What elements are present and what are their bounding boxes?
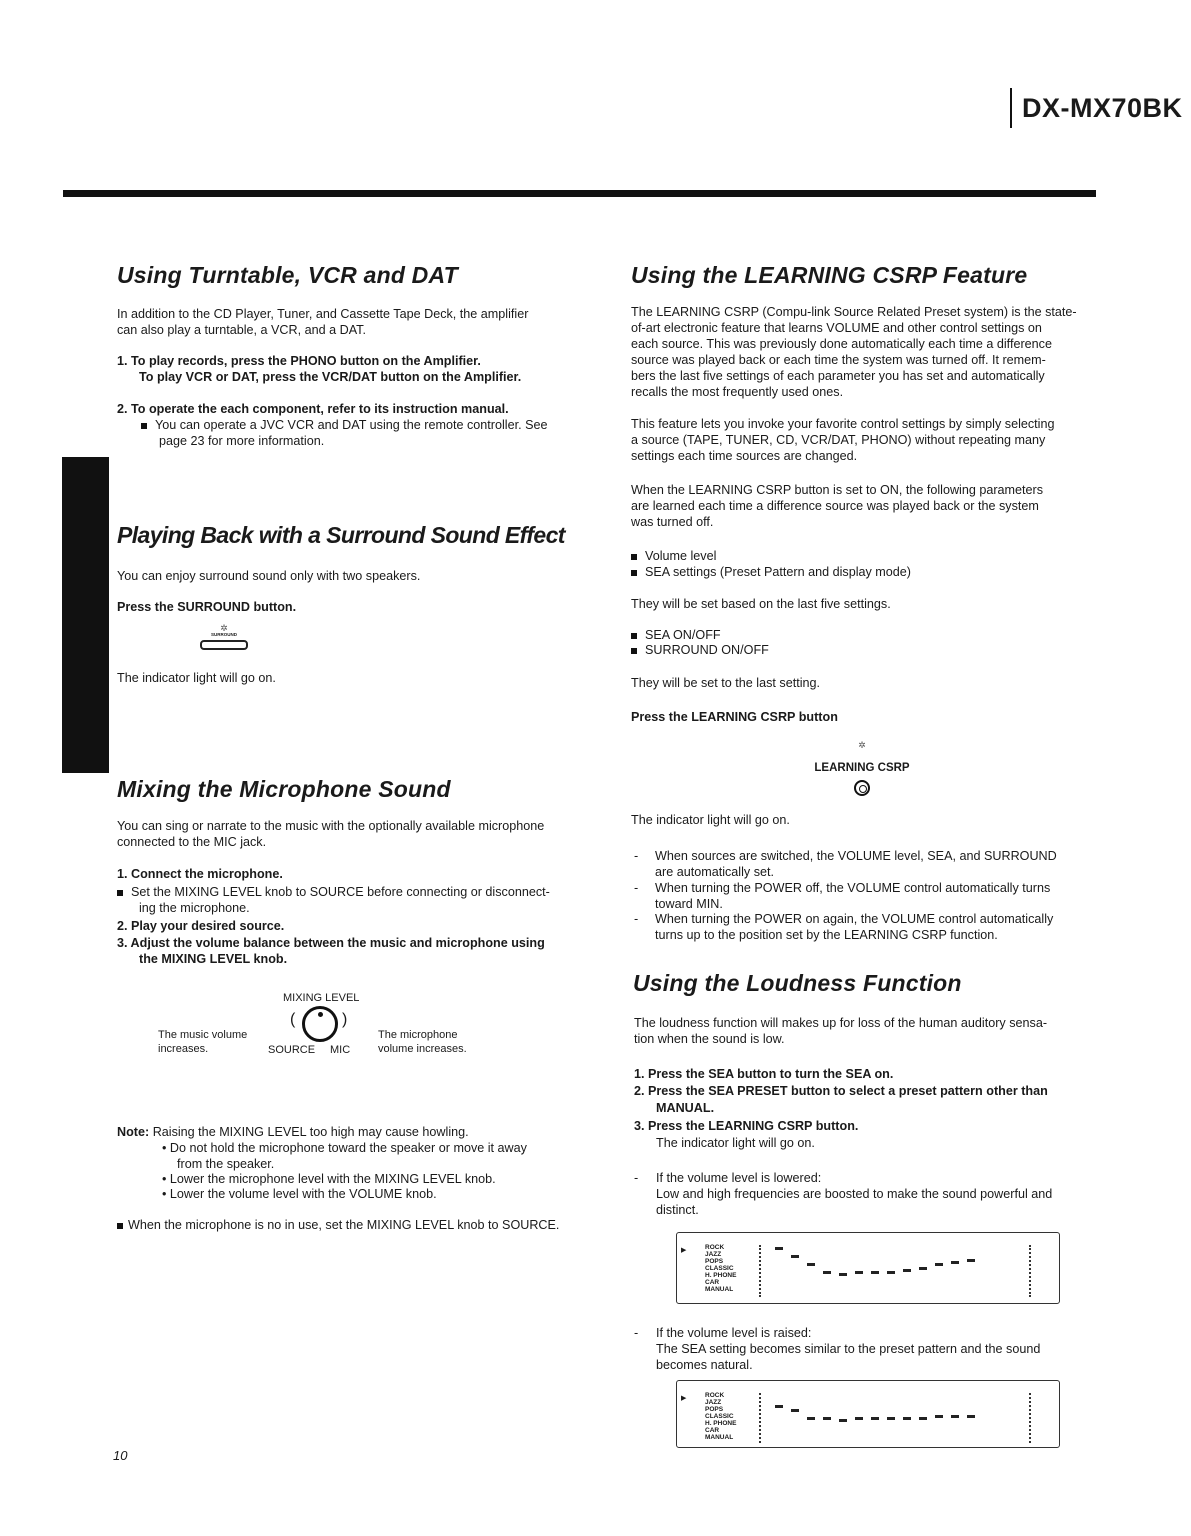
note-item-3-text: Lower the volume level with the VOLUME knob. [169,1187,437,1201]
pointer-icon: ▶ [681,1395,687,1402]
eq-band-segment [839,1419,847,1422]
loudness-intro-1: The loudness function will makes up for loss of the human auditory sensa- [634,1016,1048,1030]
eq-band-segment [791,1255,799,1258]
note-item-1-text: Do not hold the microphone toward the speaker or move it away [169,1141,527,1155]
eq-band-segment [935,1263,943,1266]
eq-band-segment [935,1415,943,1418]
csrp-dash1-line2: are automatically set. [655,865,774,879]
dash-bullet: - [634,881,639,895]
dash-bullet: - [634,1326,639,1340]
eq-band-segment [855,1271,863,1274]
eq-preset-label: CLASSIC [705,1413,734,1420]
dot-bullet: • [162,1187,167,1201]
eq-band-segment [951,1415,959,1418]
paragraph-line: When the LEARNING CSRP button is set to ON, the following parameters [631,483,1044,497]
case2-line1: If the volume level is raised: [656,1326,812,1340]
loudness-step3-note: The indicator light will go on. [656,1136,815,1150]
eq-band-segment [791,1409,799,1412]
turntable-title: Using Turntable, VCR and DAT [117,262,458,288]
eq-band-segment [967,1415,975,1418]
surround-button-label: SURROUND [210,632,237,637]
note [117,1124,469,1140]
paragraph-line: source was played back or each time the system was turned off. It remem- [631,353,1046,367]
mic-final [117,1217,559,1233]
eq-band-segment [887,1271,895,1274]
csrp-list1-item2 [631,564,911,580]
loudness-step1: 1. Press the SEA button to turn the SEA on. [634,1067,894,1081]
bullet-square [631,570,637,576]
paragraph-line: are learned each time a difference source was played back or the system [631,499,1039,513]
bullet-square [631,554,637,560]
eq-preset-label: CAR [705,1427,720,1434]
eq-band-segment [775,1247,783,1250]
mic-step1: 1. Connect the microphone. [117,867,283,881]
eq-axis [759,1393,763,1443]
dash-bullet: - [634,912,639,926]
csrp-dash1-line1: When sources are switched, the VOLUME level, SEA, and SURROUND [655,849,1057,863]
csrp-list1-text1: Volume level [645,549,717,563]
eq-preset-label: MANUAL [705,1286,734,1293]
note-item-1 [162,1140,527,1156]
eq-preset-label: H. PHONE [705,1420,737,1427]
eq-band-segment [871,1271,879,1274]
loudness-step3: 3. Press the LEARNING CSRP button. [634,1119,859,1133]
eq-band-segment [855,1417,863,1420]
turntable-intro-1: In addition to the CD Player, Tuner, and Cassette Tape Deck, the amplifier [117,307,529,321]
loudness-intro-2: tion when the sound is low. [634,1032,785,1046]
eq-axis [1029,1245,1033,1297]
eq-axis [1029,1393,1033,1443]
csrp-dash2-line1: When turning the POWER off, the VOLUME control automatically turns [655,881,1051,895]
eq-band-segment [807,1417,815,1420]
eq-preset-label: CAR [705,1279,720,1286]
note-item-2-text: Lower the microphone level with the MIXING LEVEL knob. [169,1172,496,1186]
mic-step3-b: the MIXING LEVEL knob. [139,952,288,966]
csrp-dash3-line2: turns up to the position set by the LEARNING CSRP function. [655,928,998,942]
eq-band-segment [887,1417,895,1420]
turntable-step1-a: 1. To play records, press the PHONO button on the Amplifier. [117,354,481,368]
button-inner-ring [859,785,867,793]
csrp-indicator: The indicator light will go on. [631,813,790,827]
eq-band-segment [807,1263,815,1266]
eq-band-segment [967,1259,975,1262]
turntable-step2: 2. To operate the each component, refer to its instruction manual. [117,402,509,416]
dash-bullet: - [634,1171,639,1185]
eq-display-raised [676,1380,1060,1448]
eq-axis [759,1245,763,1297]
turntable-note-line1: You can operate a JVC VCR and DAT using the remote controller. See [155,418,548,432]
csrp-button-icon [854,780,870,796]
eq-band-segment [903,1269,911,1272]
paragraph-line: The LEARNING CSRP (Compu-link Source Related Preset system) is the state- [631,305,1077,319]
paragraph-line: of-art electronic feature that learns VOLUME and other control settings on [631,321,1042,335]
bullet-square [141,423,147,429]
paragraph-line: bers the last five settings of each parameter you has set and automatically [631,369,1045,383]
knob-right-text-2: volume increases. [378,1043,467,1055]
eq-band-segment [823,1417,831,1420]
note-item-3 [162,1186,437,1202]
arrow-left-icon: ( [290,1011,296,1028]
mixing-level-knob[interactable] [302,1006,338,1042]
paragraph-line: each source. This was previously done automatically each time a difference [631,337,1052,351]
mic-bullet-line2: ing the microphone. [139,901,250,915]
eq-preset-label: POPS [705,1258,724,1265]
surround-button-icon [200,640,248,650]
case1-line3: distinct. [656,1203,699,1217]
csrp-list2-note: They will be set to the last setting. [631,676,820,690]
mic-title: Mixing the Microphone Sound [117,776,451,802]
surround-intro: You can enjoy surround sound only with two speakers. [117,569,421,583]
csrp-list1-note: They will be set based on the last five settings. [631,597,891,611]
mic-intro-2: connected to the MIC jack. [117,835,267,849]
eq-display-lowered [676,1232,1060,1304]
csrp-list2-item2 [631,642,769,658]
case2-line2: The SEA setting becomes similar to the preset pattern and the sound [656,1342,1041,1356]
turntable-note-line2: page 23 for more information. [159,434,325,448]
turntable-intro-2: can also play a turntable, a VCR, and a DAT. [117,323,366,337]
turntable-step1-b: To play VCR or DAT, press the VCR/DAT button on the Amplifier. [139,370,522,384]
model-number: DX-MX70BK [1010,88,1183,128]
csrp-button[interactable] [800,740,924,796]
loudness-step2-b: MANUAL. [656,1101,715,1115]
note-item-2 [162,1171,496,1187]
eq-preset-label: ROCK [705,1392,725,1399]
note-item-1-cont: from the speaker. [177,1157,275,1171]
paragraph-line: recalls the most frequently used ones. [631,385,844,399]
light-icon: ✲ [858,740,866,750]
turntable-step2-note [141,417,548,433]
paragraph-line: This feature lets you invoke your favorite control settings by simply selecting [631,417,1055,431]
note-label: Note: [117,1125,150,1139]
mic-step3-a: 3. Adjust the volume balance between the music and microphone using [117,936,545,950]
csrp-title: Using the LEARNING CSRP Feature [631,262,1028,288]
knob-source-label: SOURCE [268,1044,316,1056]
eq-preset-label: JAZZ [705,1399,722,1406]
eq-preset-label: MANUAL [705,1434,734,1441]
paragraph-line: a source (TAPE, TUNER, CD, VCR/DAT, PHONO) without repeating many [631,433,1046,447]
page-number: 10 [113,1448,128,1463]
eq-preset-label: CLASSIC [705,1265,734,1272]
eq-preset-label: POPS [705,1406,724,1413]
dot-bullet: • [162,1141,167,1155]
eq-band-segment [919,1417,927,1420]
eq-band-segment [775,1405,783,1408]
arrow-right-icon: ) [342,1011,348,1028]
surround-indicator: The indicator light will go on. [117,671,276,685]
csrp-list2-text1: SEA ON/OFF [645,628,721,642]
csrp-button-label: LEARNING CSRP [814,762,910,774]
eq-band-segment [839,1273,847,1276]
eq-band-segment [871,1417,879,1420]
eq-band-segment [903,1417,911,1420]
pointer-icon: ▶ [681,1247,687,1254]
surround-press: Press the SURROUND button. [117,600,297,614]
case2-line3: becomes natural. [656,1358,753,1372]
header-rule [63,190,1096,197]
surround-title: Playing Back with a Surround Sound Effect [117,522,565,548]
section-tab-marker [62,457,109,773]
csrp-list2-item1 [631,627,721,643]
knob-left-text-1: The music volume [158,1029,248,1041]
eq-band-segment [951,1261,959,1264]
light-icon: ✲ [220,623,228,633]
paragraph-line: was turned off. [631,515,714,529]
mic-step2: 2. Play your desired source. [117,919,285,933]
mic-bullet [117,884,550,900]
csrp-dash2-line2: toward MIN. [655,897,723,911]
eq-band-segment [919,1267,927,1270]
csrp-list1-item1 [631,548,716,564]
mic-intro-1: You can sing or narrate to the music with the optionally available microphone [117,819,545,833]
csrp-dash3-line1: When turning the POWER on again, the VOLUME control automatically [655,912,1054,926]
eq-band-segment [823,1271,831,1274]
bullet-square [117,1223,123,1229]
dot-bullet: • [162,1172,167,1186]
loudness-step2-a: 2. Press the SEA PRESET button to select a preset pattern other than [634,1084,1048,1098]
eq-labels [705,1244,736,1293]
eq-preset-label: H. PHONE [705,1272,737,1279]
bullet-square [631,648,637,654]
knob-indicator-dot [318,1012,323,1017]
bullet-square [117,890,123,896]
csrp-list1-text2: SEA settings (Preset Pattern and display mode) [645,565,912,579]
eq-preset-label: ROCK [705,1244,725,1251]
paragraph-line: settings each time sources are changed. [631,449,858,463]
dash-bullet: - [634,849,639,863]
bullet-square [631,633,637,639]
knob-left-text-2: increases. [158,1043,209,1055]
knob-right-text-1: The microphone [378,1029,458,1041]
case1-line2: Low and high frequencies are boosted to make the sound powerful and [656,1187,1053,1201]
loudness-title: Using the Loudness Function [633,970,962,996]
mixing-level-title: MIXING LEVEL [283,992,360,1004]
csrp-press: Press the LEARNING CSRP button [631,710,838,724]
mic-final-text: When the microphone is no in use, set the MIXING LEVEL knob to SOURCE. [128,1218,560,1232]
eq-labels [705,1392,736,1441]
csrp-list2-text2: SURROUND ON/OFF [645,643,769,657]
surround-button[interactable] [200,624,248,650]
note-text: Raising the MIXING LEVEL too high may cause howling. [152,1125,469,1139]
eq-preset-label: JAZZ [705,1251,722,1258]
knob-mic-label: MIC [330,1044,351,1056]
case1-line1: If the volume level is lowered: [656,1171,822,1185]
mic-bullet-line1: Set the MIXING LEVEL knob to SOURCE before connecting or disconnect- [131,885,550,899]
